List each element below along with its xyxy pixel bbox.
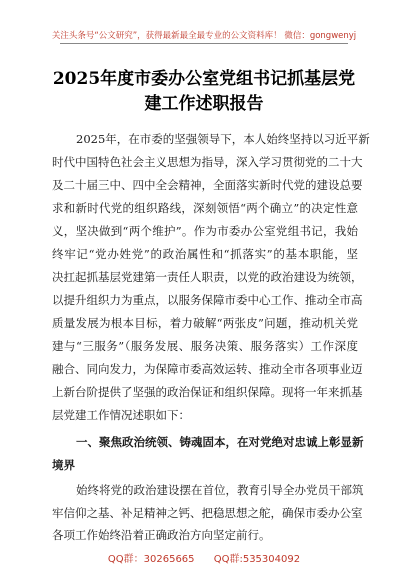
footer — [0, 550, 408, 565]
intro-line: 质量发展为根本目标，着力破解“两张皮”问题，推动机关党 — [52, 316, 358, 330]
intro-line: 时代中国特色社会主义思想为指导，深入学习贯彻党的二十大 — [52, 155, 363, 169]
header-banner: 关注头条号“公文研究”，获得最新最全最专业的公文资料库！ 微信：gongwenyj — [51, 31, 357, 41]
intro-line: 建与“三服务”（服务发展、服务决策、服务落实）工作深度 — [52, 339, 358, 353]
section-line: 牢信仰之基、补足精神之钙、把稳思想之舵，确保市委办公室 — [52, 506, 363, 520]
section-heading-line-2: 境界 — [52, 458, 75, 472]
document-title-line-2: 建工作述职报告 — [144, 94, 264, 114]
intro-line: 义，坚决做到“两个维护”。作为市委办公室党组书记，我始 — [52, 224, 358, 238]
intro-line: 2025年，在市委的坚强领导下，本人始终坚持以习近平新 — [76, 132, 370, 146]
intro-line: 上新台阶提供了坚强的政治保证和组织保障。现将一年来抓基 — [52, 385, 363, 399]
section-line: 始终将党的政治建设摆在首位，教育引导全办党员干部筑 — [76, 483, 364, 497]
section-heading-line-1: 一、聚焦政治统领、铸魂固本，在对党绝对忠诚上彰显新 — [76, 435, 364, 449]
intro-line: 终牢记“党办姓党”的政治属性和“抓落实”的基本职能，坚 — [52, 247, 358, 261]
section-line: 各项工作始终沿着正确政治方向坚定前行。 — [52, 528, 271, 542]
intro-line: 决扛起抓基层党建第一责任人职责，以党的政治建设为统领， — [52, 270, 363, 284]
header-divider — [60, 43, 348, 44]
intro-line: 及二十届三中、四中全会精神，全面落实新时代党的建设总要 — [52, 178, 363, 192]
intro-line: 融合、同向发力，为保障市委高效运转、推动全市各项事业迈 — [52, 362, 363, 376]
intro-line: 以提升组织力为重点，以服务保障市委中心工作、推动全市高 — [52, 293, 363, 307]
footer-qq-group-2: QQ群:535304092 — [213, 554, 301, 565]
document-title-line-1: 2025年度市委办公室党组书记抓基层党 — [52, 69, 356, 89]
intro-line: 层党建工作情况述职如下： — [52, 408, 190, 422]
footer-qq-group-1: QQ群：30265665 — [107, 554, 195, 565]
intro-line: 求和新时代党的组织路线，深刻领悟“两个确立”的决定性意 — [52, 201, 358, 215]
